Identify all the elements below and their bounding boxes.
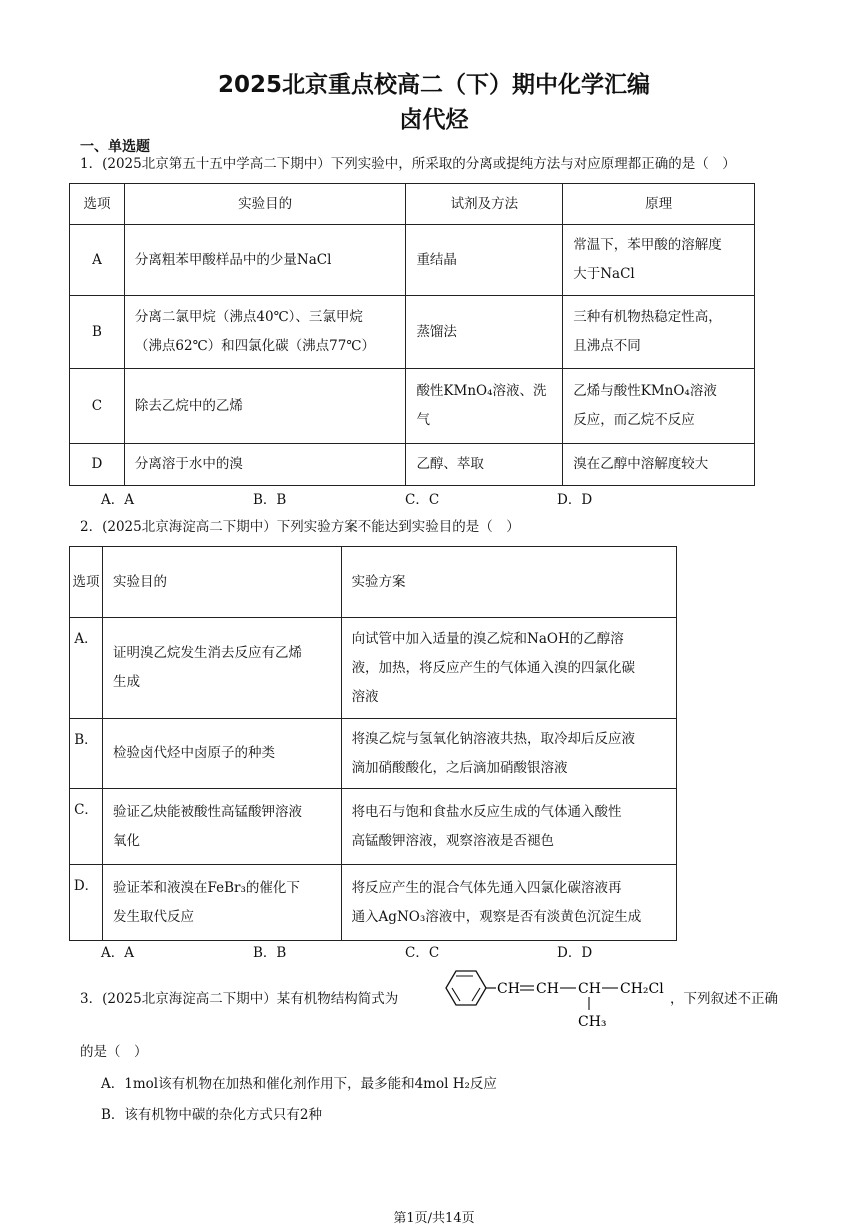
- table-header-row: [70, 184, 755, 225]
- plan-cell-line: 溶液: [351, 688, 379, 705]
- question-3-choice-b[interactable]: B．该有机物中碳的杂化方式只有2种: [101, 1107, 323, 1123]
- table-row: [70, 225, 755, 296]
- chain-ch-3: CH: [578, 981, 601, 997]
- goal-cell-line: 生成: [112, 674, 140, 690]
- method-cell: [406, 225, 563, 296]
- option-label-cell: A: [70, 225, 125, 296]
- table-row: [70, 865, 677, 941]
- goal-cell: [102, 865, 341, 941]
- branch-ch3: CH₃: [578, 1014, 607, 1030]
- question-2-table: [69, 546, 677, 941]
- method-cell-line: 酸性KMnO₄溶液、洗: [416, 383, 547, 399]
- header-cell: 实验方案: [341, 547, 676, 618]
- question-1-table: [69, 183, 755, 486]
- plan-cell-line: 高锰酸钾溶液，观察溶液是否褪色: [351, 832, 555, 849]
- header-cell: 原理: [563, 184, 755, 225]
- goal-cell-line: 检验卤代烃中卤原子的种类: [112, 745, 275, 761]
- option-d[interactable]: D．D: [557, 492, 593, 508]
- option-b[interactable]: B．B: [253, 492, 287, 508]
- chain-ch-1: CH: [497, 981, 520, 997]
- goal-cell-line: 分离粗苯甲酸样品中的少量NaCl: [134, 251, 332, 268]
- option-label-cell: D．: [70, 865, 103, 941]
- plan-cell-line: 将电石与饱和食盐水反应生成的气体通入酸性: [351, 803, 622, 820]
- question-3-stem-end: 的是（ ）: [80, 1044, 148, 1060]
- question-3-stem: 3．(2025北京海淀高二下期中）某有机物结构简式为: [80, 991, 399, 1007]
- plan-cell-line: 液，加热，将反应产生的气体通入溴的四氯化碳: [351, 659, 636, 676]
- plan-cell-line: 滴加硝酸酸化，之后滴加硝酸银溶液: [351, 759, 568, 776]
- principle-cell-line: 常温下，苯甲酸的溶解度: [573, 237, 722, 253]
- chain-ch-2: CH: [536, 981, 559, 997]
- header-cell: 实验目的: [102, 547, 341, 618]
- plan-cell: [341, 789, 676, 865]
- goal-cell: [124, 444, 406, 486]
- plan-cell: [341, 719, 676, 789]
- goal-cell-line: 除去乙烷中的乙烯: [134, 397, 243, 414]
- goal-cell: [124, 296, 406, 369]
- principle-cell-line: 大于NaCl: [573, 266, 635, 282]
- goal-cell-line: 分离二氯甲烷（沸点40℃）、三氯甲烷: [134, 309, 363, 325]
- goal-cell-line: （沸点62℃）和四氯化碳（沸点77℃）: [134, 338, 375, 354]
- option-label-cell: D: [70, 444, 125, 486]
- goal-cell-line: 证明溴乙烷发生消去反应有乙烯: [112, 645, 302, 661]
- principle-cell: [563, 225, 755, 296]
- goal-cell-line: 验证苯和液溴在FeBr₃的催化下: [112, 879, 300, 896]
- option-label-cell: B．: [70, 719, 103, 789]
- goal-cell: [124, 225, 406, 296]
- table-row: [70, 789, 677, 865]
- plan-cell-line: 通入AgNO₃溶液中，观察是否有淡黄色沉淀生成: [351, 908, 642, 925]
- table-row: [70, 296, 755, 369]
- structure-formula-diagram: [436, 966, 698, 1032]
- principle-cell: [563, 444, 755, 486]
- table-row: [70, 618, 677, 719]
- method-cell: [406, 369, 563, 444]
- question-1-stem: 1．(2025北京第五十五中学高二下期中）下列实验中，所采取的分离或提纯方法与对应原理都正确的是（ ）: [80, 156, 736, 172]
- goal-cell: [102, 789, 341, 865]
- principle-cell: [563, 369, 755, 444]
- option-label-cell: B: [70, 296, 125, 369]
- option-label-cell: C．: [70, 789, 103, 865]
- goal-cell: [102, 719, 341, 789]
- plan-cell-line: 将溴乙烷与氢氧化钠溶液共热，取冷却后反应液: [351, 730, 636, 747]
- section-heading: 一、单选题: [80, 139, 150, 155]
- option-a[interactable]: A．A: [101, 945, 134, 961]
- question-3-stem-tail: ，下列叙述不正确: [670, 991, 778, 1007]
- plan-cell-line: 向试管中加入适量的溴乙烷和NaOH的乙醇溶: [351, 630, 624, 647]
- principle-cell-line: 乙烯与酸性KMnO₄溶液: [573, 383, 717, 399]
- table-header-row: [70, 547, 677, 618]
- goal-cell-line: 分离溶于水中的溴: [134, 456, 243, 472]
- principle-cell: [563, 296, 755, 369]
- header-cell: 选项: [70, 184, 125, 225]
- goal-cell: [124, 369, 406, 444]
- principle-cell-line: 三种有机物热稳定性高，: [573, 309, 722, 325]
- option-c[interactable]: C．C: [405, 492, 440, 508]
- header-cell: 试剂及方法: [406, 184, 563, 225]
- principle-cell-line: 溴在乙醇中溶解度较大: [573, 456, 709, 472]
- goal-cell-line: 验证乙炔能被酸性高锰酸钾溶液: [112, 803, 302, 820]
- method-cell: [406, 296, 563, 369]
- chain-ch2cl: CH₂Cl: [620, 981, 664, 997]
- page-footer: 第1页/共14页: [393, 1211, 475, 1226]
- molecule-structure: [436, 966, 698, 1036]
- method-cell-line: 气: [416, 412, 430, 428]
- goal-cell-line: 发生取代反应: [112, 908, 194, 925]
- option-label-cell: A．: [70, 618, 103, 719]
- option-c[interactable]: C．C: [405, 945, 440, 961]
- goal-cell: [102, 618, 341, 719]
- method-cell: [406, 444, 563, 486]
- goal-cell-line: 氧化: [112, 832, 140, 849]
- plan-cell: [341, 618, 676, 719]
- option-a[interactable]: A．A: [101, 492, 134, 508]
- question-2-stem: 2．(2025北京海淀高二下期中）下列实验方案不能达到实验目的是（ ）: [80, 519, 520, 535]
- principle-cell-line: 反应，而乙烷不反应: [573, 412, 695, 428]
- table-row: [70, 719, 677, 789]
- question-1-options: [101, 488, 709, 508]
- document-title: 2025北京重点校高二（下）期中化学汇编: [217, 72, 650, 98]
- method-cell-line: 重结晶: [416, 251, 457, 268]
- table-row: [70, 369, 755, 444]
- header-cell: 选项: [70, 547, 103, 618]
- question-2-options: [101, 941, 709, 961]
- plan-cell-line: 将反应产生的混合气体先通入四氯化碳溶液再: [351, 879, 622, 896]
- plan-cell: [341, 865, 676, 941]
- method-cell-line: 蒸馏法: [416, 323, 457, 340]
- option-label-cell: C: [70, 369, 125, 444]
- question-3-choice-a[interactable]: A．1mol该有机物在加热和催化剂作用下，最多能和4mol H₂反应: [101, 1076, 497, 1092]
- option-b[interactable]: B．B: [253, 945, 287, 961]
- option-d[interactable]: D．D: [557, 945, 593, 961]
- document-subtitle: 卤代烃: [399, 107, 469, 133]
- method-cell-line: 乙醇、萃取: [416, 456, 484, 472]
- principle-cell-line: 且沸点不同: [573, 338, 641, 354]
- table-row: [70, 444, 755, 486]
- header-cell: 实验目的: [124, 184, 406, 225]
